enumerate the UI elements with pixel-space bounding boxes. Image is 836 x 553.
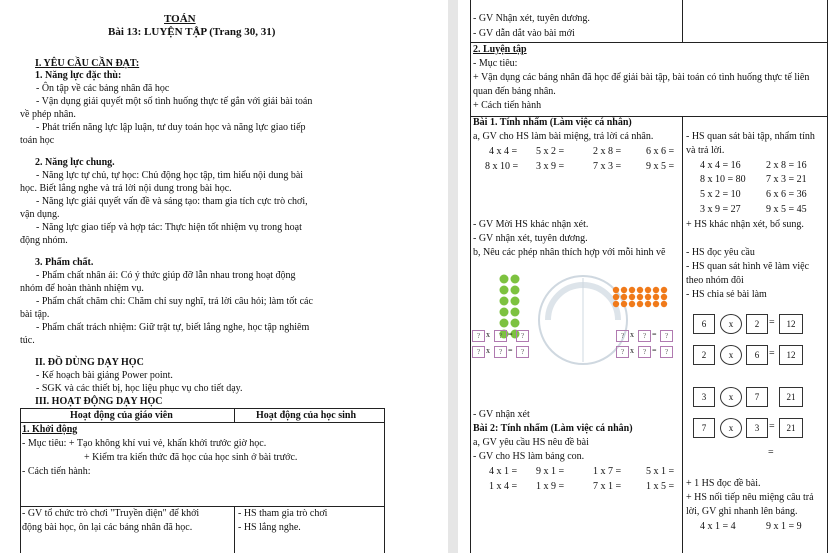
times-sign: x [630,346,634,355]
question-box: ? [616,330,629,342]
equals-sign: = [508,330,513,339]
grid-equals-sign: = [769,348,775,359]
requirements-heading: I. YÊU CẦU CẦN ĐẠT: [35,58,140,69]
times-sign: x [486,330,490,339]
page-gutter [448,0,458,553]
orange-bead [661,287,667,293]
orange-bead [653,287,659,293]
equals-sign: = [652,346,657,355]
question-box: ? [494,330,507,342]
ex2-problem: 4 x 1 = [489,466,518,477]
text-line: toán học [20,135,55,146]
orange-bead [645,301,651,307]
ex2-problem: 7 x 1 = [593,481,622,492]
orange-bead [613,294,619,300]
grid-factor-box: 6 [746,345,768,365]
text-line: - Kế hoạch bài giảng Power point. [36,370,173,381]
text-line: túc. [20,335,35,346]
orange-bead [621,287,627,293]
subject-title: TOÁN [164,13,196,25]
ex1-problem: 6 x 6 = [646,146,675,157]
activities-heading: III. HOẠT ĐỘNG DẠY HỌC [35,396,163,407]
text-line: - GV dẫn dắt vào bài mới [473,28,575,39]
orange-bead [629,301,635,307]
question-box: ? [616,346,629,358]
answer: 6 x 6 = 36 [766,189,807,200]
ex1-problem: 3 x 9 = [536,161,565,172]
text-line: - GV nhận xét, tuyên dương. [473,233,588,244]
grid-equals-sign: = [769,317,775,328]
text-line: bài tập. [20,309,50,320]
green-bead [500,308,509,317]
equals-sign: = [508,346,513,355]
text-line: - HS tham gia trò chơi [238,508,328,519]
text-line: - Mục tiêu: + Tạo không khí vui vẻ, khấn khởi trước giờ học. [22,438,267,449]
orange-bead [637,294,643,300]
ex2-problem: 1 x 5 = [646,481,675,492]
text-line: - HS đọc yêu cầu [686,247,755,258]
text-line: động nhóm. [20,235,68,246]
ex1-problem: 8 x 10 = [485,161,519,172]
answer: 8 x 10 = 80 [700,174,746,185]
general-heading: 2. Năng lực chung. [35,157,115,168]
ex2-problem: 5 x 1 = [646,466,675,477]
text-line: - Năng lực giao tiếp và hợp tác: Thực hiện tốt nhiệm vụ trong hoạt [36,222,302,233]
text-line: - Năng lực giải quyết vấn đề và sáng tạo: tham gia tích cực trò chơi, [36,196,308,207]
qualities-heading: 3. Phẩm chất. [35,257,94,268]
grid-times-circle: x [720,418,742,438]
ex1-problem: 4 x 4 = [489,146,518,157]
question-box: ? [472,346,485,358]
text-line: - Phát triển năng lực lập luận, tư duy toán học và năng lực giao tiếp [36,122,306,133]
text-line: - HS chia sẻ bài làm [686,289,767,300]
ex1-problem: 9 x 5 = [646,161,675,172]
col-teacher-header: Hoạt động của giáo viên [70,410,173,421]
col-student-header: Hoạt động của học sinh [256,410,357,421]
text-line: + Vận dụng các bảng nhân đã học để giải bài tập, bài toán có tình huống thực tế liên [473,72,810,83]
text-line: - Mục tiêu: [473,58,518,69]
text-line: b, Nêu các phép nhân thích hợp với mỗi hình vẽ [473,247,666,258]
text-line: + 1 HS đọc đề bài. [686,478,761,489]
grid-result-box: 21 [779,387,803,407]
question-box: ? [494,346,507,358]
text-line: nhóm để hoàn thành nhiệm vụ. [20,283,144,294]
ex1-problem: 5 x 2 = [536,146,565,157]
question-box: ? [660,346,673,358]
text-line: - GV tổ chức trò chơi "Truyền điện" để khởi [22,508,200,519]
answer: 4 x 1 = 4 [700,521,736,532]
text-line: - GV Mời HS khác nhận xét. [473,219,589,230]
answer: 9 x 1 = 9 [766,521,802,532]
green-bead [511,308,520,317]
question-box: ? [660,330,673,342]
text-line: + Kiểm tra kiến thức đã học của học sinh ở bài trước. [84,452,298,463]
answer: 7 x 3 = 21 [766,174,807,185]
grid-times-circle: x [720,314,742,334]
answer: 4 x 4 = 16 [700,160,741,171]
orange-bead [661,294,667,300]
question-box: ? [638,330,651,342]
text-line: + Cách tiến hành [473,100,542,111]
text-line: về phép nhân. [20,109,76,120]
text-line: - HS quan sát bài tập, nhẩm tính [686,131,815,142]
grid-factor-box: 2 [693,345,715,365]
ex2-problem: 9 x 1 = [536,466,565,477]
text-line: - GV cho HS làm bảng con. [473,451,585,462]
answer: 5 x 2 = 10 [700,189,741,200]
green-bead [511,297,520,306]
answer: 2 x 8 = 16 [766,160,807,171]
question-box: ? [516,346,529,358]
text-line: quan đến bảng nhân. [473,86,556,97]
orange-bead [621,301,627,307]
times-sign: x [630,330,634,339]
question-box: ? [472,330,485,342]
green-bead [500,319,509,328]
grid-result-box: 21 [779,418,803,438]
grid-factor-box: 2 [746,314,768,334]
question-box: ? [638,346,651,358]
text-line: a, GV yêu cầu HS nêu đề bài [473,437,589,448]
orange-bead [653,294,659,300]
ex2-problem: 1 x 4 = [489,481,518,492]
text-line: - Phẩm chất chăm chỉ: Chăm chỉ suy nghĩ, trả lời câu hỏi; làm tốt các [36,296,313,307]
ex1-heading: Bài 1. Tính nhẩm (Làm việc cá nhân) [473,117,632,128]
grid-factor-box: 7 [746,387,768,407]
right-page [458,0,836,553]
text-line: - Phẩm chất trách nhiệm: Giữ trật tự, biết lắng nghe, học tập nghiêm [36,322,310,333]
orange-bead [629,294,635,300]
text-line: - Phẩm chất nhân ái: Có ý thức giúp đỡ lẫn nhau trong hoạt động [36,270,296,281]
grid-equals-sign: = [769,421,775,432]
text-line: - SGK và các thiết bị, học liệu phục vụ cho tiết dạy. [36,383,243,394]
text-line: - Năng lực tự chủ, tự học: Chủ động học tập, tìm hiểu nội dung bài [36,170,304,181]
answer: 9 x 5 = 45 [766,204,807,215]
grid-result-box: 12 [779,314,803,334]
ex1-teacher-end: - GV nhận xét [473,409,530,420]
text-line: + HS khác nhận xét, bổ sung. [686,219,804,230]
lesson-title: Bài 13: LUYỆN TẬP (Trang 30, 31) [108,26,276,38]
text-line: - Cách tiến hành: [22,466,91,477]
orange-bead [645,294,651,300]
lone-equals: = [768,447,774,458]
text-line: theo nhóm đôi [686,275,744,286]
grid-result-box: 12 [779,345,803,365]
grid-times-circle: x [720,345,742,365]
ex1-problem: 2 x 8 = [593,146,622,157]
orange-bead [629,287,635,293]
orange-bead [645,287,651,293]
ex1-intro: a, GV cho HS làm bài miệng, trả lời cá nhân. [473,131,654,142]
green-bead [511,286,520,295]
grid-factor-box: 3 [746,418,768,438]
orange-bead [613,287,619,293]
times-sign: x [486,346,490,355]
equals-sign: = [652,330,657,339]
grid-factor-box: 6 [693,314,715,334]
green-bead [511,275,520,284]
orange-beads-group [612,286,672,310]
text-line: - HS quan sát hình vẽ làm việc [686,261,810,272]
text-line: - Vận dụng giải quyết một số tình huống thực tế gắn với giải bài toán [36,96,313,107]
green-bead [500,275,509,284]
text-line: động bài học, ôn lại các bảng nhân đã học. [22,522,193,533]
orange-bead [613,301,619,307]
specific-heading: 1. Năng lực đặc thù: [35,70,122,81]
orange-bead [653,301,659,307]
ex1-problem: 7 x 3 = [593,161,622,172]
start-heading: 1. Khởi động [22,424,78,435]
orange-bead [637,287,643,293]
grid-factor-box: 7 [693,418,715,438]
text-line: - Ôn tập về các bảng nhân đã học [36,83,170,94]
text-line: học. Biết lắng nghe và trả lời nội dung trong bài học. [20,183,232,194]
materials-heading: II. ĐỒ DÙNG DẠY HỌC [35,357,144,368]
grid-times-circle: x [720,387,742,407]
orange-bead [621,294,627,300]
text-line: - HS lắng nghe. [238,522,301,533]
orange-bead [661,301,667,307]
green-bead [500,297,509,306]
ex2-heading: Bài 2: Tính nhẩm (Làm việc cá nhân) [473,423,633,434]
text-line: vận dụng. [20,209,60,220]
text-line: lời, GV ghi nhanh lên bảng. [686,506,798,517]
question-box: ? [516,330,529,342]
ex2-problem: 1 x 7 = [593,466,622,477]
green-bead [511,319,520,328]
grid-factor-box: 3 [693,387,715,407]
orange-bead [637,301,643,307]
text-line: và trả lời. [686,145,725,156]
text-line: + HS nối tiếp nêu miệng câu trả [686,492,814,503]
green-bead [500,286,509,295]
text-line: - GV Nhận xét, tuyên dương. [473,13,590,24]
practice-heading: 2. Luyện tập [473,44,527,55]
answer: 3 x 9 = 27 [700,204,741,215]
ex2-problem: 1 x 9 = [536,481,565,492]
